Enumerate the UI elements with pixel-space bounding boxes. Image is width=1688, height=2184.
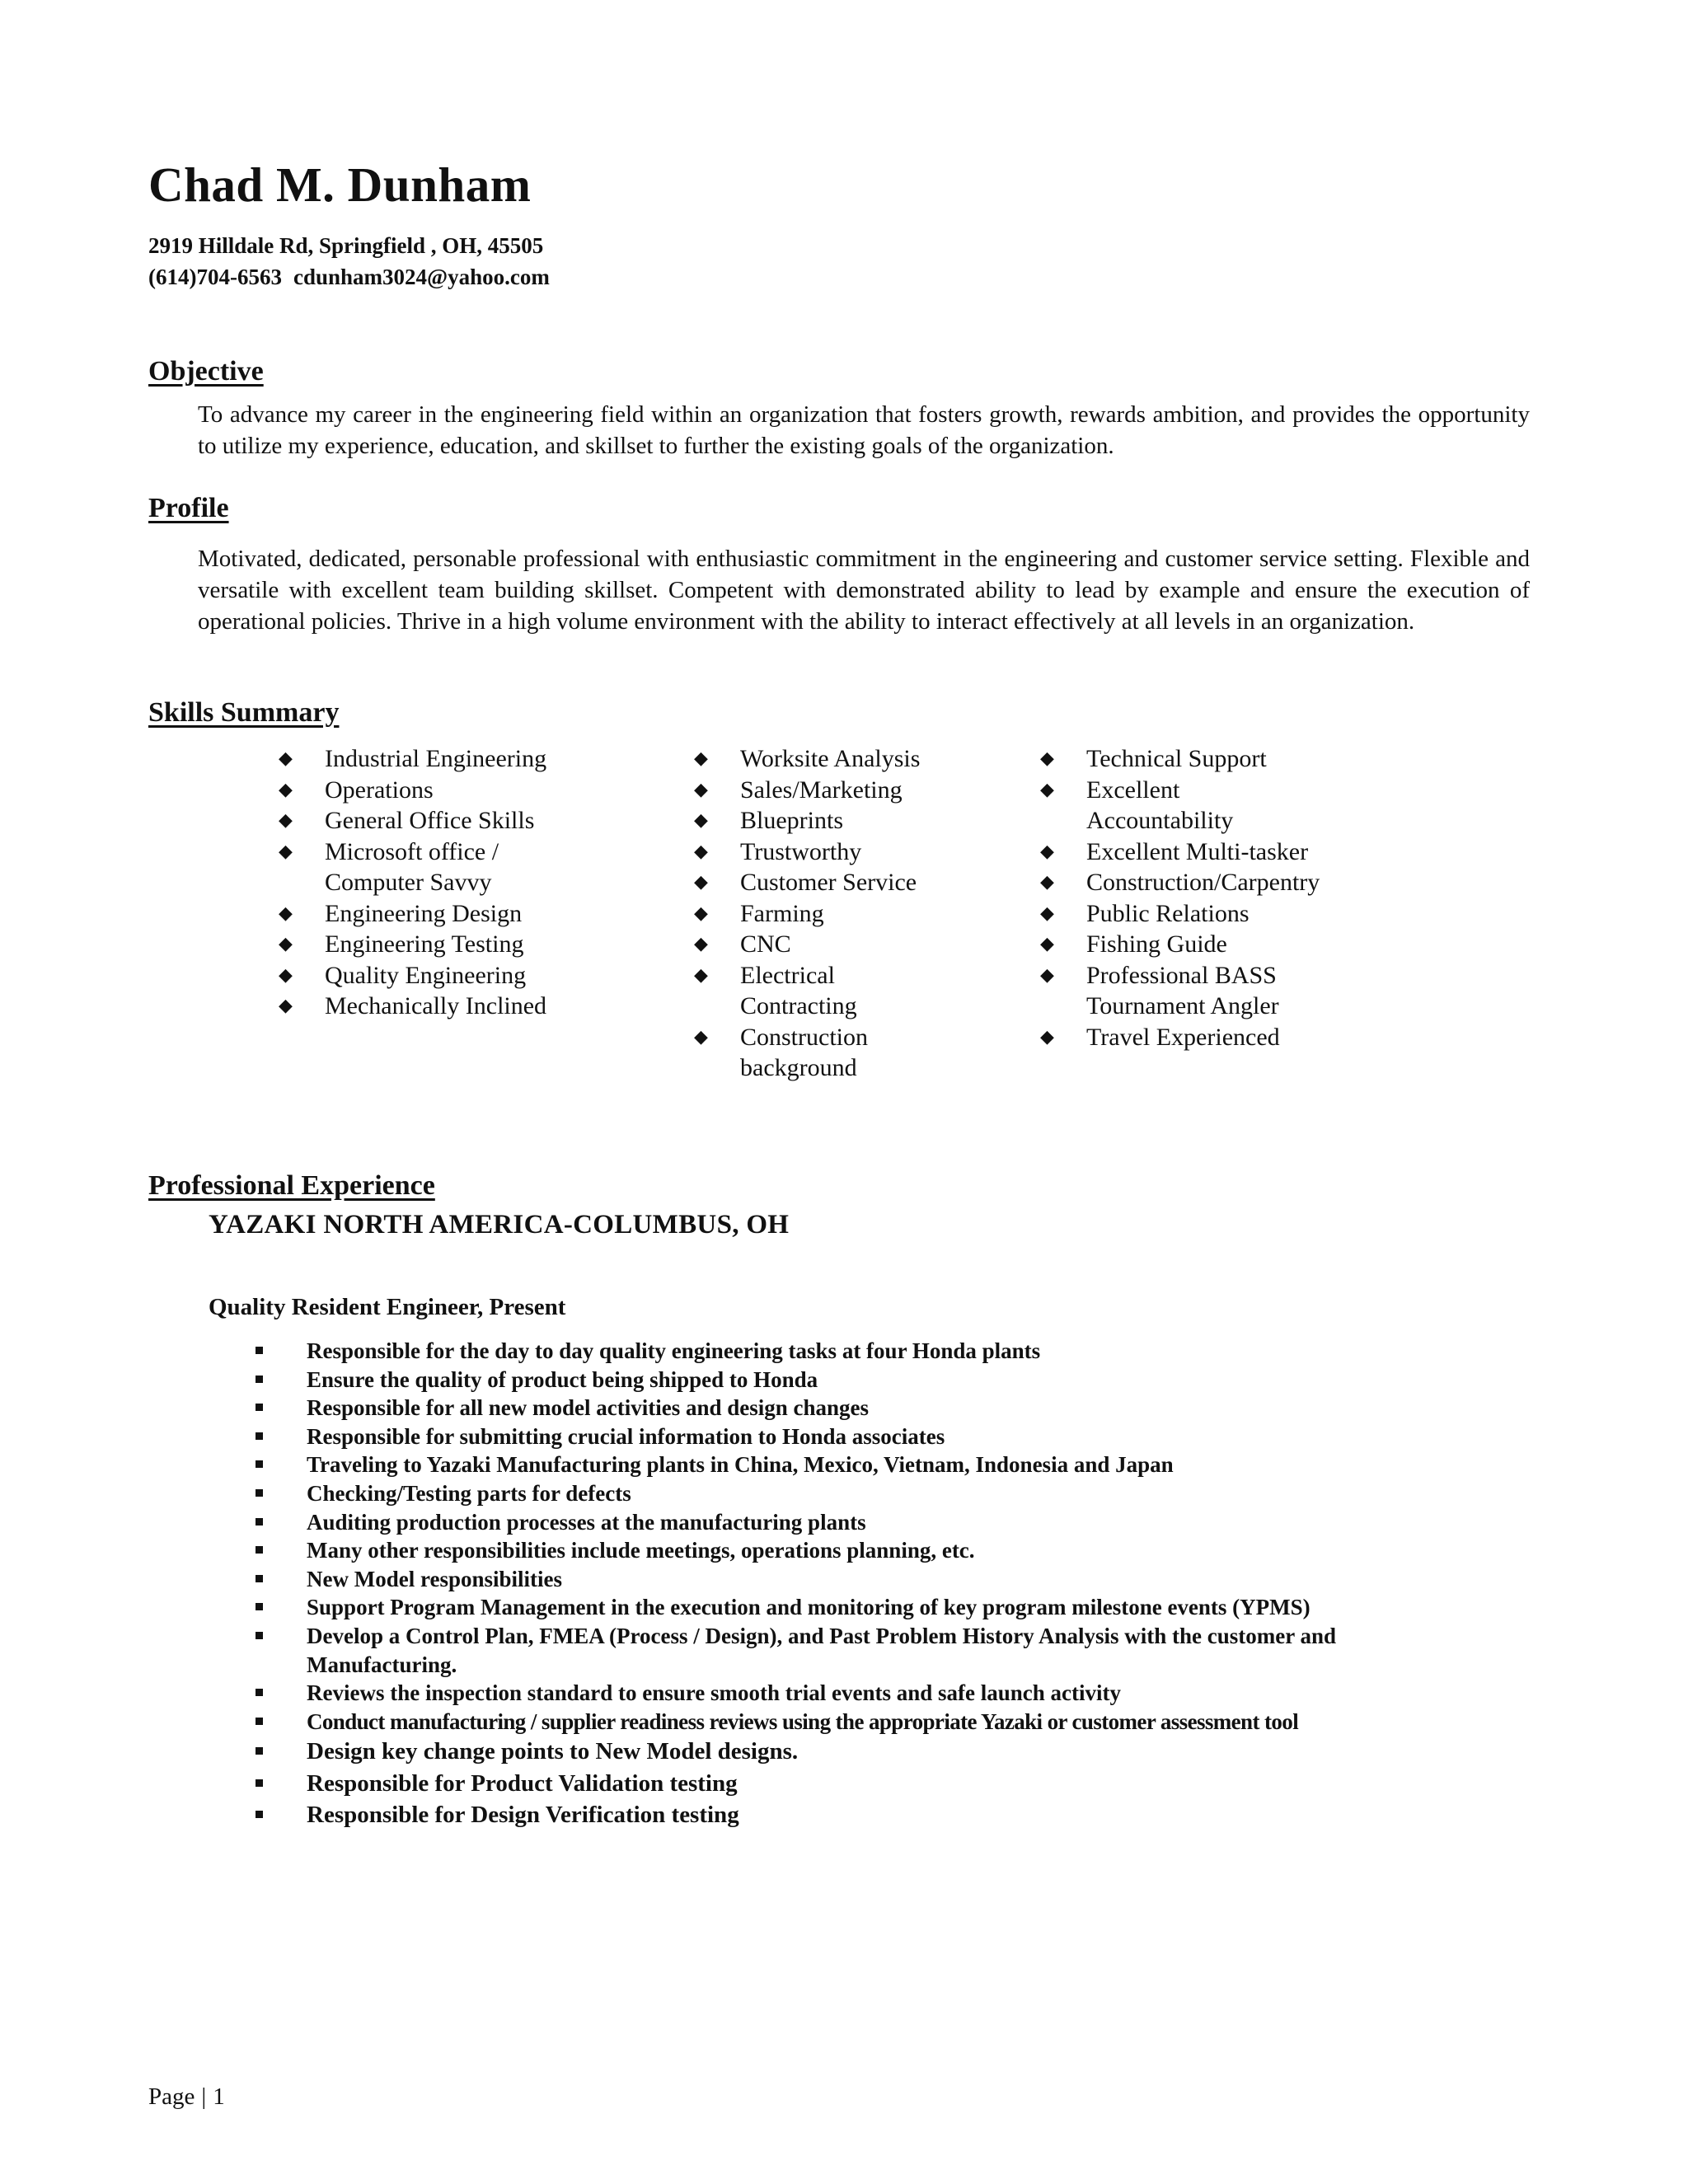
skill-item: [1040, 867, 1320, 898]
diamond-bullet-icon: ◆: [279, 810, 293, 831]
contact-phone-email: [148, 264, 550, 290]
skill-label: Excellent Multi-tasker: [1086, 837, 1309, 865]
duty-text: Responsible for the day to day quality engineering tasks at four Honda plants: [307, 1338, 1041, 1363]
skill-item: [279, 929, 551, 960]
skill-label: Engineering Testing: [325, 930, 524, 958]
diamond-bullet-icon: ◆: [1040, 779, 1054, 800]
page-number: 1: [213, 2083, 225, 2110]
diamond-bullet-icon: ◆: [279, 748, 293, 769]
diamond-bullet-icon: ◆: [1040, 934, 1054, 954]
square-bullet-icon: [256, 1779, 263, 1787]
profile-heading: Profile: [148, 493, 229, 523]
duty-text: Conduct manufacturing / supplier readiness reviews using the appropriate Yazaki or customer assessment tool: [307, 1708, 1299, 1734]
skills-column-1: [279, 743, 551, 1022]
duty-text: Support Program Management in the execution and monitoring of key program milestone events (YPMS): [307, 1595, 1311, 1620]
skill-item: [694, 898, 925, 930]
diamond-bullet-icon: ◆: [279, 934, 293, 954]
diamond-bullet-icon: ◆: [694, 841, 708, 862]
duty-item: [256, 1679, 1475, 1708]
skill-label: Technical Support: [1086, 745, 1267, 772]
skill-item: [1040, 1022, 1312, 1053]
skill-item: [694, 775, 925, 806]
square-bullet-icon: [256, 1747, 263, 1755]
duty-item: [256, 1422, 1475, 1451]
skill-item: [279, 743, 551, 775]
diamond-bullet-icon: ◆: [1040, 902, 1054, 924]
duty-text: Auditing production processes at the manufacturing plants: [307, 1509, 866, 1535]
skill-item: [1040, 929, 1312, 960]
skill-item: [694, 867, 925, 898]
duty-text: Traveling to Yazaki Manufacturing plants in China, Mexico, Vietnam, Indonesia and Japan: [307, 1452, 1174, 1478]
diamond-bullet-icon: ◆: [279, 902, 293, 924]
diamond-bullet-icon: ◆: [1040, 1026, 1054, 1047]
skill-item: [279, 898, 551, 930]
duty-text: Checking/Testing parts for defects: [307, 1480, 631, 1506]
diamond-bullet-icon: ◆: [694, 1026, 708, 1047]
diamond-bullet-icon: ◆: [279, 964, 293, 986]
square-bullet-icon: [256, 1689, 263, 1696]
skill-label: Excellent Accountability: [1086, 776, 1234, 834]
duty-item: [256, 1768, 1475, 1800]
diamond-bullet-icon: ◆: [694, 934, 708, 954]
objective-text: To advance my career in the engineering field within an organization that fosters growth, rewards ambition, and provides the opportunity to utilize my experience, education, and skillset to further the existing goals of the organization.: [198, 401, 1530, 459]
skill-label: Mechanically Inclined: [325, 992, 547, 1019]
page-footer: [148, 2083, 225, 2111]
contact-email: cdunham3024@yahoo.com: [293, 265, 550, 289]
skill-label: Public Relations: [1086, 899, 1250, 927]
skill-label: Sales/Marketing: [740, 776, 903, 804]
skill-label: Electrical Contracting: [740, 961, 857, 1019]
skill-item: [279, 991, 551, 1022]
candidate-name: Chad M. Dunham: [148, 157, 532, 212]
diamond-bullet-icon: ◆: [279, 996, 293, 1016]
diamond-bullet-icon: ◆: [694, 748, 708, 769]
page-label: Page: [148, 2083, 195, 2110]
square-bullet-icon: [256, 1603, 263, 1610]
duty-item: [256, 1736, 1475, 1768]
skill-label: CNC: [740, 930, 791, 958]
skill-item: [279, 960, 551, 991]
skill-item: [694, 743, 925, 775]
duty-text: New Model responsibilities: [307, 1566, 562, 1591]
skill-item: [1040, 743, 1312, 775]
square-bullet-icon: [256, 1460, 263, 1468]
diamond-bullet-icon: ◆: [1040, 964, 1054, 986]
square-bullet-icon: [256, 1546, 263, 1554]
skill-item: [279, 775, 551, 806]
skill-item: [694, 929, 925, 960]
skill-item: [694, 1022, 925, 1084]
diamond-bullet-icon: ◆: [1040, 748, 1054, 769]
professional-experience-heading: Professional Experience: [148, 1170, 435, 1201]
duty-text: Responsible for all new model activities and design changes: [307, 1395, 870, 1421]
diamond-bullet-icon: ◆: [1040, 872, 1054, 893]
diamond-bullet-icon: ◆: [694, 902, 708, 924]
duty-item: [256, 1708, 1475, 1736]
duty-item: [256, 1622, 1475, 1679]
square-bullet-icon: [256, 1575, 263, 1582]
duty-text: Develop a Control Plan, FMEA (Process / Design), and Past Problem History Analysis with the customer and Manufacturing.: [307, 1623, 1336, 1677]
skill-label: Engineering Design: [325, 899, 523, 927]
skill-item: [694, 960, 925, 1022]
diamond-bullet-icon: ◆: [1040, 841, 1054, 862]
duty-item: [256, 1394, 1475, 1422]
diamond-bullet-icon: ◆: [694, 779, 708, 800]
duty-item: [256, 1337, 1475, 1366]
skill-item: [694, 837, 925, 868]
duty-item: [256, 1508, 1475, 1537]
duty-item: [256, 1799, 1475, 1831]
skill-item: [1040, 898, 1312, 930]
page-separator: |: [201, 2083, 207, 2110]
diamond-bullet-icon: ◆: [694, 810, 708, 831]
square-bullet-icon: [256, 1632, 263, 1639]
skill-label: Travel Experienced: [1086, 1023, 1280, 1051]
skill-item: [1040, 837, 1312, 868]
skill-label: Construction background: [740, 1023, 868, 1081]
duty-item: [256, 1479, 1475, 1508]
skill-label: Farming: [740, 899, 824, 927]
skills-column-2: [694, 743, 925, 1084]
square-bullet-icon: [256, 1518, 263, 1526]
profile-text: Motivated, dedicated, personable professional with enthusiastic commitment in the engineering and customer service setting. Flexible and versatile with excellent team building skillset. Competent with demonstrated ability to lead by example and ensure the execution of operational policies. Thrive in a high volume environment with the ability to interact effectively at all levels in an organization.: [198, 546, 1530, 635]
skill-item: [1040, 960, 1312, 1022]
skill-label: Blueprints: [740, 807, 843, 834]
duty-text: Ensure the quality of product being shipped to Honda: [307, 1366, 818, 1392]
job-title: Quality Resident Engineer, Present: [209, 1294, 566, 1320]
duty-item: [256, 1565, 1475, 1594]
objective-heading: Objective: [148, 356, 264, 387]
square-bullet-icon: [256, 1811, 263, 1818]
skill-label: General Office Skills: [325, 807, 535, 834]
skill-label: Construction/Carpentry: [1086, 869, 1320, 896]
contact-address: 2919 Hilldale Rd, Springfield , OH, 45505: [148, 233, 544, 258]
square-bullet-icon: [256, 1404, 263, 1411]
duty-text: Responsible for submitting crucial information to Honda associates: [307, 1423, 945, 1449]
skill-label: Trustworthy: [740, 837, 862, 865]
job-duties-list: [256, 1337, 1475, 1831]
square-bullet-icon: [256, 1489, 263, 1497]
square-bullet-icon: [256, 1718, 263, 1725]
duty-item: [256, 1593, 1475, 1622]
skills-summary-heading: Skills Summary: [148, 697, 340, 728]
duty-text: Many other responsibilities include meetings, operations planning, etc.: [307, 1538, 975, 1563]
skill-item: [279, 805, 551, 837]
contact-phone: (614)704-6563: [148, 265, 282, 289]
skill-item: [694, 805, 925, 837]
skill-item: [279, 837, 551, 898]
diamond-bullet-icon: ◆: [694, 872, 708, 893]
skill-label: Fishing Guide: [1086, 930, 1227, 958]
duty-text: Responsible for Design Verification testing: [307, 1802, 739, 1829]
skill-label: Worksite Analysis: [740, 745, 921, 772]
skill-label: Customer Service: [740, 869, 917, 896]
duty-text: Responsible for Product Validation testing: [307, 1769, 738, 1797]
duty-item: [256, 1536, 1475, 1565]
skills-column-3: [1040, 743, 1320, 1052]
duty-item: [256, 1366, 1475, 1394]
skill-label: Operations: [325, 776, 434, 804]
duty-item: [256, 1451, 1475, 1479]
skill-label: Quality Engineering: [325, 961, 527, 989]
skill-item: [1040, 775, 1312, 837]
square-bullet-icon: [256, 1347, 263, 1354]
square-bullet-icon: [256, 1432, 263, 1440]
square-bullet-icon: [256, 1376, 263, 1383]
duty-text: Design key change points to New Model designs.: [307, 1738, 799, 1765]
diamond-bullet-icon: ◆: [279, 779, 293, 800]
diamond-bullet-icon: ◆: [279, 841, 293, 862]
duty-text: Reviews the inspection standard to ensure smooth trial events and safe launch activity: [307, 1680, 1121, 1706]
skill-label: Professional BASS Tournament Angler: [1086, 961, 1279, 1019]
skill-label: Industrial Engineering: [325, 745, 547, 772]
skill-label: Microsoft office / Computer Savvy: [325, 837, 499, 896]
diamond-bullet-icon: ◆: [694, 964, 708, 986]
employer-name: YAZAKI NORTH AMERICA-COLUMBUS, OH: [209, 1210, 790, 1240]
